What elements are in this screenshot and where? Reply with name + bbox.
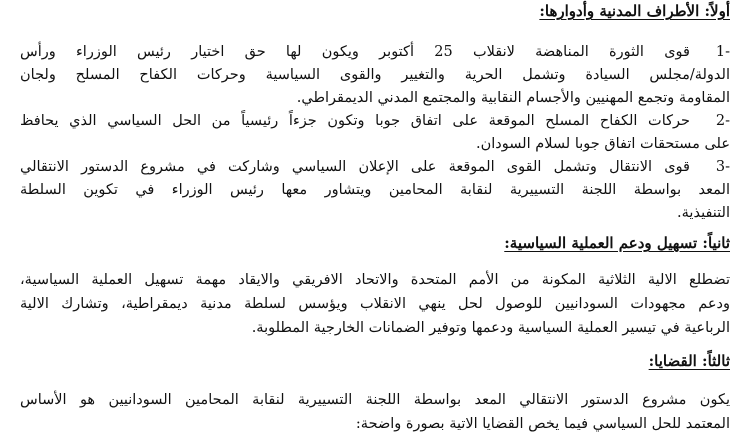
section-2-line-2: ودعم مجهودات السودانيين للوصول لحل ينهي الانقلاب ويؤسس لسلطة مدنية ديمقراطية، وتشارك الالية (20, 296, 730, 312)
section-3-line-2: المعتمد للحل السياسي فيما يخص القضايا الاتية بصورة واضحة: (355, 416, 730, 432)
section-3-line-1: يكون مشروع الدستور الانتقالي المعد بواسطة اللجنة التسييرية لنقابة المحامين السودانيين هو الأساس (20, 392, 730, 408)
item-3-line-3: التنفيذية. (677, 205, 730, 221)
item-1-line-3: المقاومة وتجمع المهنيين والأجسام النقابية والمجتمع المدني الديمقراطي. (296, 90, 730, 106)
item-1-line-1: قوى الثورة المناهضة لانقلاب 25 أكتوبر ويكون لها حق اختيار رئيس الوزراء ورأس (20, 44, 690, 60)
item-number-3: -3 (715, 159, 730, 175)
section-2-line-3: الرباعية في تيسير العملية السياسية ودعمها وتوفير الضمانات الخارجية المطلوبة. (251, 320, 730, 336)
item-number-2: -2 (715, 113, 730, 129)
item-2-line-2: على مستحقات اتفاق جوبا لسلام السودان. (476, 136, 730, 152)
item-2-line-1: حركات الكفاح المسلح الموقعة على اتفاق جوبا وتكون جزءاً رئيسياً من الحل السياسي الذي يحافظ (20, 113, 690, 129)
item-1-line-2: الدولة/مجلس السيادة وتشمل الحرية والتغيير والقوى السياسية وحركات الكفاح المسلح ولجان (20, 67, 730, 83)
item-3-line-1: قوى الانتقال وتشمل القوى الموقعة على الإعلان السياسي وشاركت في مشروع الدستور الانتقالي (20, 159, 690, 175)
section-heading-third: ثالثاً: القضايا: (648, 352, 730, 370)
item-3-line-2: المعد بواسطة اللجنة التسييرية لنقابة المحامين ويتشاور معها رئيس الوزراء في تكوين السلطة (20, 182, 730, 198)
section-heading-second: ثانياً: تسهيل ودعم العملية السياسية: (504, 234, 730, 252)
section-2-line-1: تضطلع الالية الثلاثية المكونة من الأمم المتحدة والاتحاد الافريقي والايقاد مهمة تسهيل العملية السياسية، (20, 272, 730, 288)
section-heading-first: أولاً: الأطراف المدنية وأدوارها: (539, 2, 730, 20)
item-number-1: -1 (715, 44, 730, 60)
